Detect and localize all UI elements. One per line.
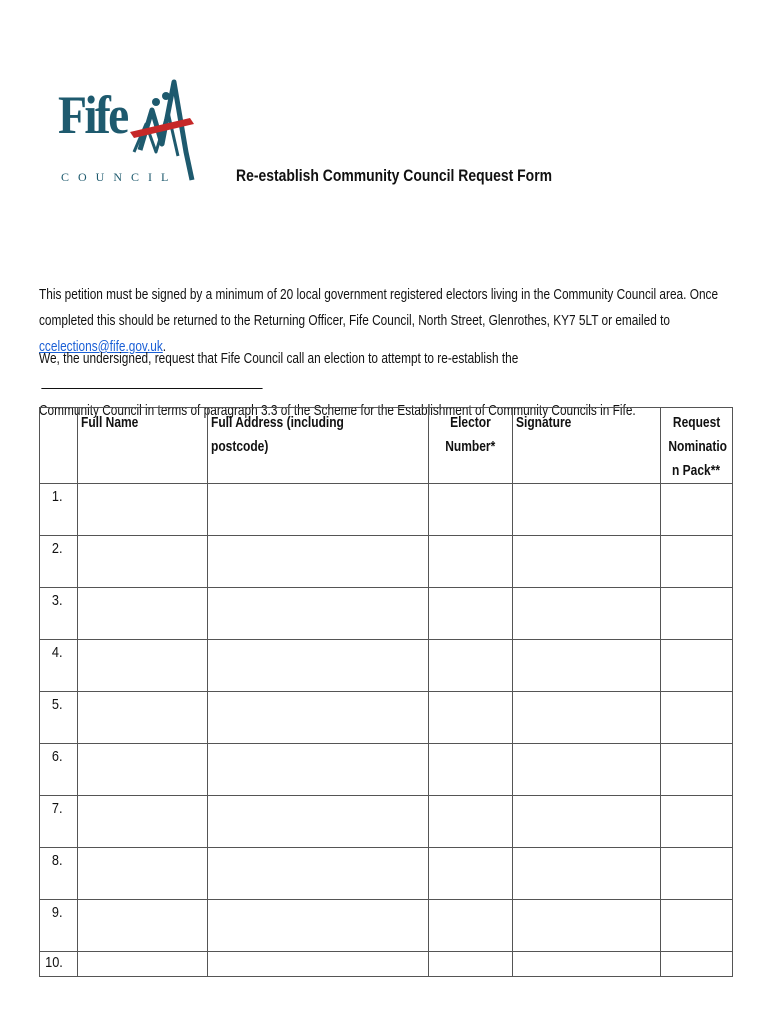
full-name-cell[interactable] [78,848,208,900]
elector-number-cell[interactable] [429,536,513,588]
request-pack-cell[interactable] [661,796,733,848]
header-signature: Signature [513,408,661,484]
elector-number-cell[interactable] [429,848,513,900]
table-row [40,588,733,640]
header-full-address: Full Address (including postcode) [208,408,429,484]
elector-number-cell[interactable] [429,692,513,744]
full-name-cell[interactable] [78,484,208,536]
address-cell[interactable] [208,744,429,796]
table-row [40,536,733,588]
row-number: 9. [40,900,78,952]
logo-subtitle: COUNCIL [61,170,178,184]
elector-number-cell[interactable] [429,640,513,692]
table-row [40,744,733,796]
full-name-cell[interactable] [78,692,208,744]
full-name-cell[interactable] [78,952,208,977]
address-cell[interactable] [208,484,429,536]
row-number: 3. [40,588,78,640]
elector-number-cell[interactable] [429,900,513,952]
signature-cell[interactable] [513,796,661,848]
request-pack-cell[interactable] [661,536,733,588]
header-elector-number: Elector Number* [429,408,513,484]
table-row [40,900,733,952]
table-row [40,848,733,900]
signature-cell[interactable] [513,536,661,588]
signature-cell[interactable] [513,588,661,640]
table-header-row [40,408,733,484]
full-name-cell[interactable] [78,536,208,588]
table-row [40,692,733,744]
address-cell[interactable] [208,796,429,848]
elector-number-cell[interactable] [429,952,513,977]
full-name-cell[interactable] [78,900,208,952]
table-row [40,952,733,977]
signature-cell[interactable] [513,484,661,536]
full-name-cell[interactable] [78,796,208,848]
request-pack-cell[interactable] [661,640,733,692]
request-pack-cell[interactable] [661,692,733,744]
request-pack-cell[interactable] [661,484,733,536]
elector-number-cell[interactable] [429,588,513,640]
address-cell[interactable] [208,900,429,952]
full-name-cell[interactable] [78,744,208,796]
logo-emblem-icon [130,72,196,188]
request-pack-cell[interactable] [661,744,733,796]
row-number: 10. [40,952,78,977]
request-pack-cell[interactable] [661,848,733,900]
row-number: 7. [40,796,78,848]
table-row [40,484,733,536]
row-number: 4. [40,640,78,692]
address-cell[interactable] [208,692,429,744]
address-cell[interactable] [208,640,429,692]
row-number: 6. [40,744,78,796]
row-number: 5. [40,692,78,744]
fife-council-logo [58,72,196,188]
instructions-text: This petition must be signed by a minimum of 20 local government registered electors living in the Community Council area. Once completed this should be returned to the Returning Officer, Fife Council, North Street, Glenrothes, KY7 5LT or emailed to [39,286,719,329]
signature-cell[interactable] [513,640,661,692]
request-pack-cell[interactable] [661,588,733,640]
community-council-name-field[interactable] [41,372,262,389]
row-number: 2. [40,536,78,588]
instructions-end: . [162,338,167,355]
signature-cell[interactable] [513,952,661,977]
request-pack-cell[interactable] [661,952,733,977]
signature-cell[interactable] [513,744,661,796]
table-row [40,640,733,692]
elector-number-cell[interactable] [429,484,513,536]
elector-number-cell[interactable] [429,796,513,848]
request-text-after: Community Council in terms of paragraph 3.3 of the Scheme for the Establishment of Community Councils in Fife. [39,402,636,419]
signature-cell[interactable] [513,900,661,952]
address-cell[interactable] [208,952,429,977]
address-cell[interactable] [208,848,429,900]
signature-cell[interactable] [513,848,661,900]
email-link[interactable]: ccelections@fife.gov.uk [39,338,163,355]
header-number [40,408,78,484]
logo-wordmark: Fife [58,85,127,145]
header-request-nomination-pack: Request Nominatio n Pack** [661,408,733,484]
elector-number-cell[interactable] [429,744,513,796]
table-row [40,796,733,848]
row-number: 1. [40,484,78,536]
full-name-cell[interactable] [78,588,208,640]
full-name-cell[interactable] [78,640,208,692]
signature-cell[interactable] [513,692,661,744]
address-cell[interactable] [208,588,429,640]
signature-table [39,407,733,977]
header-full-name: Full Name [78,408,208,484]
request-text-before: We, the undersigned, request that Fife Council call an election to attempt to re-establish the [39,350,519,367]
request-pack-cell[interactable] [661,900,733,952]
row-number: 8. [40,848,78,900]
form-title: Re-establish Community Council Request Form [236,166,553,185]
address-cell[interactable] [208,536,429,588]
